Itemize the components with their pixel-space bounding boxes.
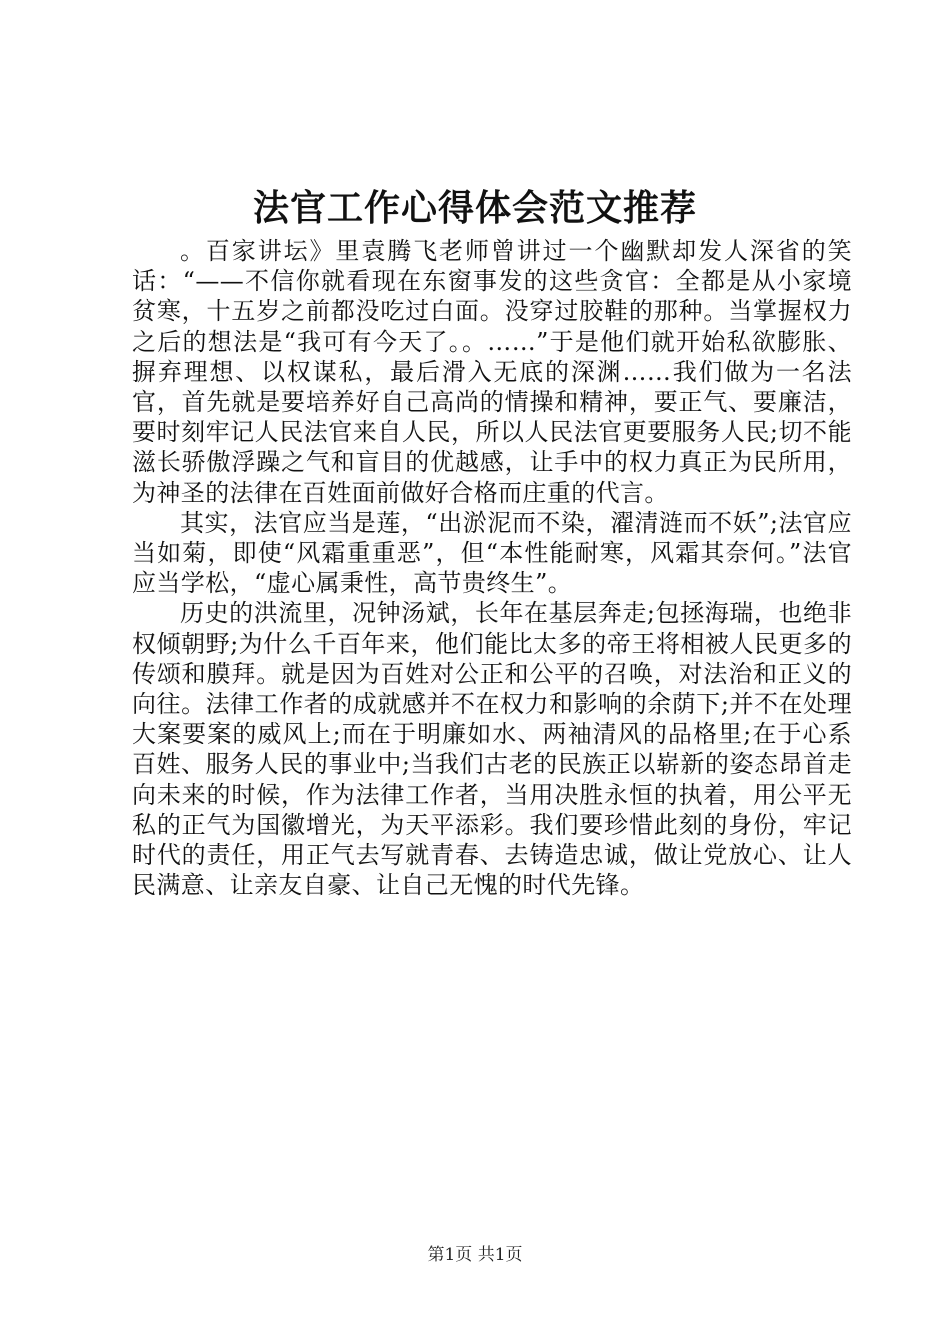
document-body bbox=[132, 236, 852, 900]
paragraph-1: 。百家讲坛》里袁腾飞老师曾讲过一个幽默却发人深省的笑话：“——不信你就看现在东窗事发的这些贪官：全都是从小家境贫寒，十五岁之前都没吃过白面。没穿过胶鞋的那种。当掌握权力之后的想法是“我可有今天了。。……”于是他们就开始私欲膨胀、摒弃理想、以权谋私，最后滑入无底的深渊……我们做为一名法官，首先就是要培养好自己高尚的情操和精神，要正气、要廉洁，要时刻牢记人民法官来自人民，所以人民法官更要服务人民;切不能滋长骄傲浮躁之气和盲目的优越感，让手中的权力真正为民所用，为神圣的法律在百姓面前做好合格而庄重的代言。 bbox=[132, 237, 852, 507]
paragraph-2: 其实，法官应当是莲，“出淤泥而不染，濯清涟而不妖”;法官应当如菊，即使“风霜重重恶”，但“本性能耐寒，风霜其奈何。”法官应当学松，“虚心属秉性，高节贵终生”。 bbox=[132, 508, 852, 598]
paragraph-3: 历史的洪流里，况钟汤斌，长年在基层奔走;包拯海瑞，也绝非权倾朝野;为什么千百年来，他们能比太多的帝王将相被人民更多的传颂和膜拜。就是因为百姓对公正和公平的召唤，对法治和正义的向往。法律工作者的成就感并不在权力和影响的余荫下;并不在处理大案要案的威风上;而在于明廉如水、两袖清风的品格里;在于心系百姓、服务人民的事业中;当我们古老的民族正以崭新的姿态昂首走向未来的时候，作为法律工作者，当用决胜永恒的执着，用公平无私的正气为国徽增光，为天平添彩。我们要珍惜此刻的身份，牢记时代的责任，用正气去写就青春、去铸造忠诚，做让党放心、让人民满意、让亲友自豪、让自己无愧的时代先锋。 bbox=[132, 599, 852, 900]
document-title: 法官工作心得体会范文推荐 bbox=[252, 187, 697, 229]
page-footer: 第1页 共1页 bbox=[427, 1245, 523, 1265]
